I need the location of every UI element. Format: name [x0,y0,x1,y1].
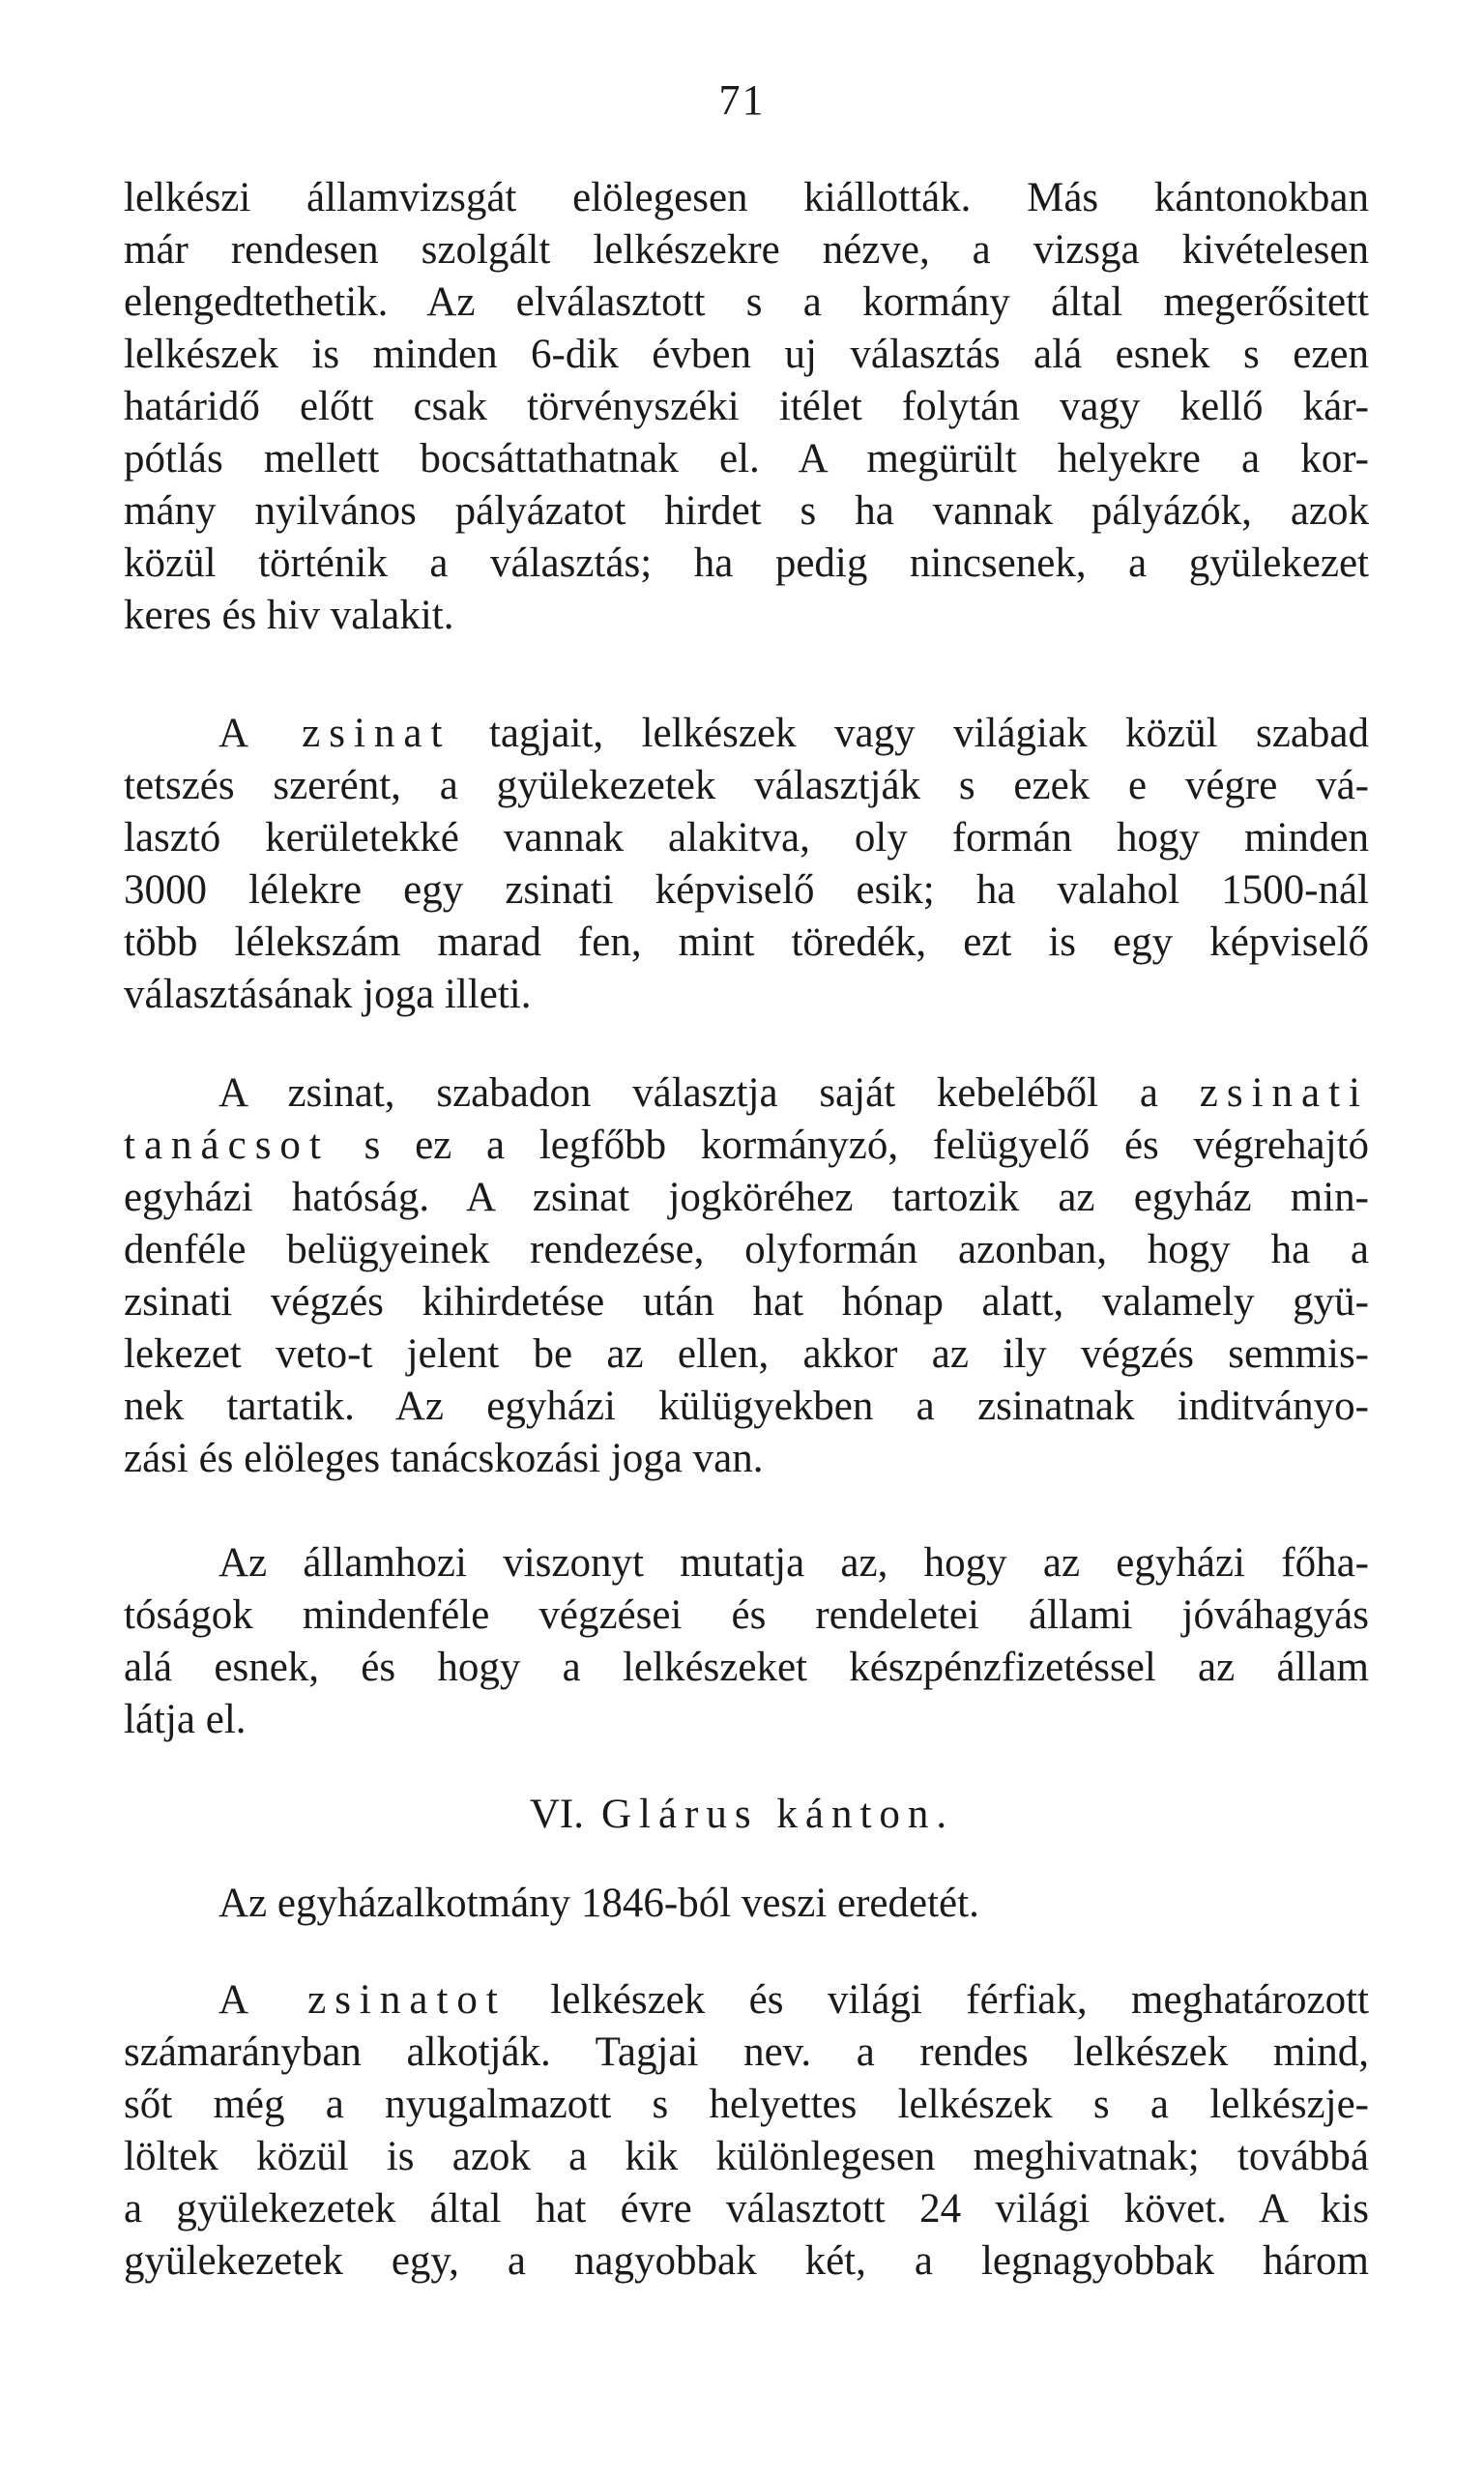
text-line: egyházi hatóság. A zsinat jogköréhez tartozik az egyház min- [124,1175,1369,1220]
text-run: A zsinat, szabadon választja saját kebeléből a [218,1070,1200,1116]
text-line: lelkészi államvizsgát elölegesen kiállották. Más kántonokban [124,175,1369,220]
text-line: tóságok mindenféle végzései és rendeletei állami jóváhagyás [124,1592,1369,1638]
text-line: elengedtethetik. Az elválasztott s a kormány által megerősitett [124,279,1369,325]
text-line: a gyülekezetek által hat évre választott 24 világi követ. A kis [124,2186,1369,2232]
section-heading [0,1789,1484,1841]
paragraph-6 [124,1974,1369,2288]
text-line: számarányban alkotják. Tagjai nev. a rendes lelkészek mind, [124,2029,1369,2075]
text-line: alá esnek, és hogy a lelkészeket készpénzfizetéssel az állam [124,1645,1369,1690]
text-run: s ez a legfőbb kormányzó, felügyelő és végrehajtó [329,1123,1369,1168]
text-line: közül történik a választás; ha pedig nincsenek, a gyülekezet [124,540,1369,586]
text-line: 3000 lélekre egy zsinati képviselő esik; ha valahol 1500-nál [124,867,1369,913]
text-line: több lélekszám marad fen, mint töredék, ezt is egy képviselő [124,919,1369,965]
text-line: zási és elöleges tanácskozási joga van. [124,1436,764,1481]
text-line [124,708,1369,760]
text-line: löltek közül is azok a kik különlegesen meghivatnak; továbbá [124,2134,1369,2179]
page-number: 71 [718,76,766,124]
paragraph-1 [124,172,1369,642]
text-line: nek tartatik. Az egyházi külügyekben a zsinatnak inditványo- [124,1384,1369,1429]
text-line: lelkészek is minden 6-dik évben uj választás alá esnek s ezen [124,332,1369,377]
text-run: lelkészek és világi férfiak, meghatározott [506,1977,1369,2023]
spaced-term: zsinati [1199,1070,1369,1116]
spaced-term: A zsinatot [218,1977,507,2023]
text-line: választásának joga illeti. [124,972,532,1017]
section-number: VI. [529,1792,584,1837]
paragraph-4 [124,1537,1369,1746]
text-line: lekezet veto-t jelent be az ellen, akkor az ily végzés semmis- [124,1331,1369,1377]
section-title: Glárus kánton. [600,1792,955,1837]
spaced-term: tanácsot [124,1123,330,1168]
text-line: tetszés szerént, a gyülekezetek választják s ezek e végre vá- [124,763,1369,808]
text-line: Az egyházalkotmány 1846-ból veszi eredetét. [218,1881,979,1926]
text-line: pótlás mellett bocsáttathatnak el. A megürült helyekre a kor- [124,436,1369,481]
text-line: lasztó kerületekké vannak alakitva, oly formán hogy minden [124,815,1369,861]
text-line: sőt még a nyugalmazott s helyettes lelkészek s a lelkészje- [124,2082,1369,2127]
paragraph-2 [124,708,1369,1021]
text-line: mány nyilvános pályázatot hirdet s ha vannak pályázók, azok [124,488,1369,534]
text-line: látja el. [124,1697,247,1742]
spaced-term: A zsinat [218,711,451,756]
text-line: denféle belügyeinek rendezése, olyformán azonban, hogy ha a [124,1227,1369,1272]
paragraph-3 [124,1067,1369,1485]
text-line [124,1120,1369,1172]
text-line [124,1067,1369,1120]
text-line: már rendesen szolgált lelkészekre nézve, a vizsga kivételesen [124,227,1369,273]
text-line: keres és hiv valakit. [124,593,454,638]
text-line: Az államhozi viszonyt mutatja az, hogy az egyházi főha- [218,1540,1369,1586]
text-line: határidő előtt csak törvényszéki itélet folytán vagy kellő kár- [124,384,1369,429]
paragraph-5 [124,1878,1369,1930]
text-line: zsinati végzés kihirdetése után hat hónap alatt, valamely gyü- [124,1279,1369,1325]
text-run: tagjait, lelkészek vagy világiak közül szabad [451,711,1370,756]
text-line: gyülekezetek egy, a nagyobbak két, a legnagyobbak három [124,2238,1369,2284]
text-line [124,1974,1369,2027]
